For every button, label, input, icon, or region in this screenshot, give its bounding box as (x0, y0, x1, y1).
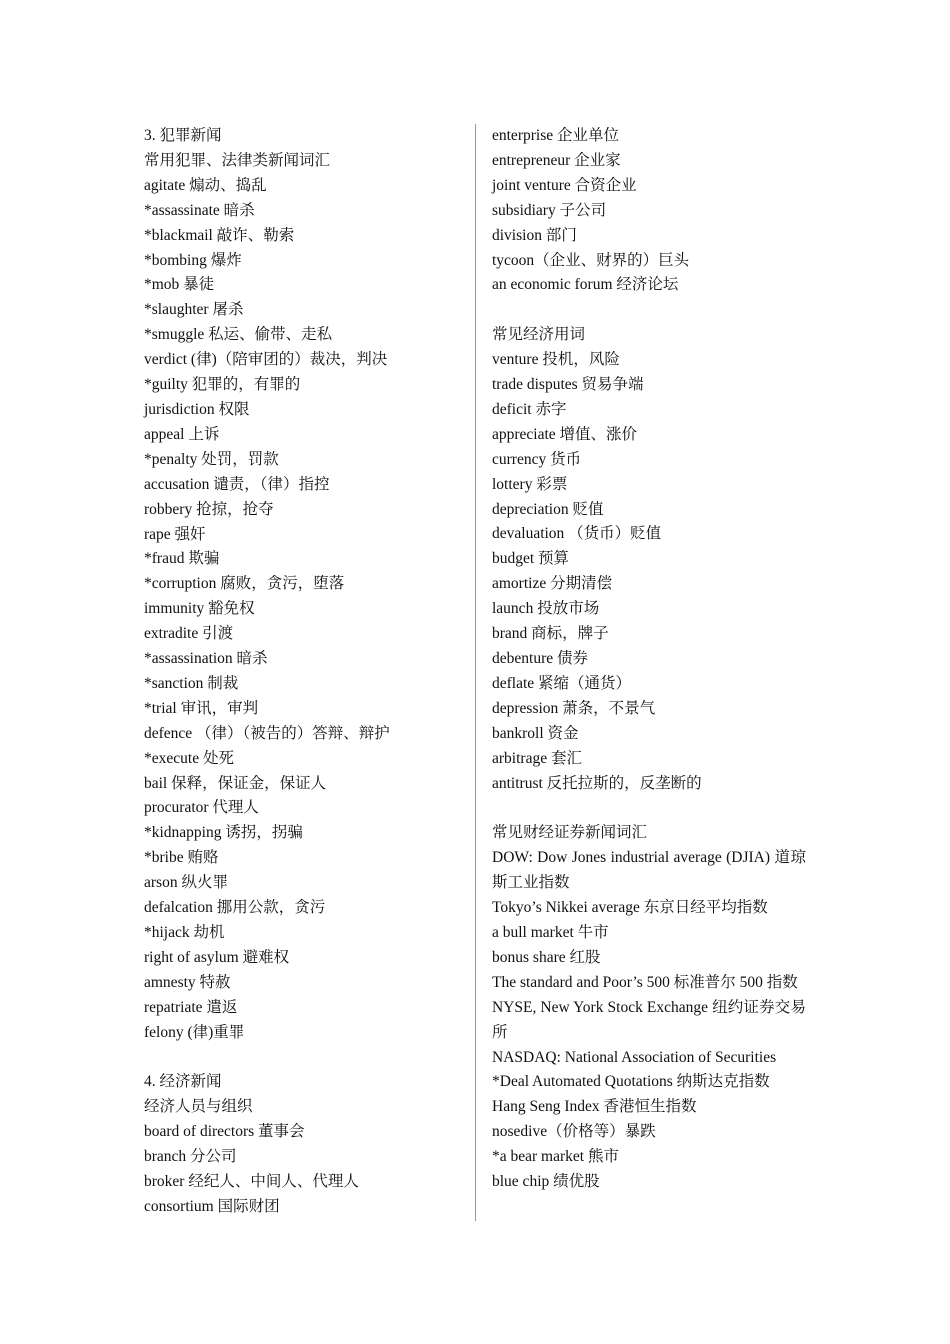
vocab-line: 常见财经证券新闻词汇 (492, 824, 648, 842)
vocab-line: *slaughter 屠杀 (144, 301, 244, 319)
vocab-line: deflate 紧缩（通货） (492, 674, 632, 692)
vocab-line: NYSE, New York Stock Exchange 纽约证券交易所 (492, 998, 806, 1041)
vocab-line: verdict (律)（陪审团的）裁决，判决 (144, 351, 388, 369)
vocab-line: *guilty 犯罪的，有罪的 (144, 376, 301, 394)
vocab-line: an economic forum 经济论坛 (492, 276, 679, 294)
vocab-line: accusation 谴责，（律）指控 (144, 475, 330, 493)
vocab-line: depression 萧条，不景气 (492, 699, 656, 717)
vocab-line: blue chip 绩优股 (492, 1173, 600, 1191)
vocab-line: *sanction 制裁 (144, 674, 239, 692)
vocab-line: appeal 上诉 (144, 425, 220, 443)
vocab-line: *fraud 欺骗 (144, 550, 220, 568)
vocab-line: arbitrage 套汇 (492, 749, 582, 767)
blank-line (492, 796, 806, 821)
right-column (492, 124, 806, 1195)
vocab-line: Tokyo’s Nikkei average 东京日经平均指数 (492, 899, 768, 917)
vocab-line: NASDAQ: National Association of Securities (492, 1048, 777, 1066)
vocab-line: amortize 分期清偿 (492, 575, 613, 593)
vocab-line: immunity 豁免权 (144, 600, 255, 618)
vocab-line: nosedive（价格等）暴跌 (492, 1123, 656, 1141)
vocab-line: depreciation 贬值 (492, 500, 604, 518)
vocab-line: *assassination 暗杀 (144, 650, 268, 668)
vocab-line: 经济人员与组织 (144, 1098, 253, 1116)
vocab-line: 常见经济用词 (492, 326, 586, 344)
vocab-line: *bombing 爆炸 (144, 251, 242, 269)
vocab-line: budget 预算 (492, 550, 570, 568)
vocab-line: launch 投放市场 (492, 600, 600, 618)
vocab-line: jurisdiction 权限 (144, 400, 250, 418)
vocab-line: devaluation （货币）贬值 (492, 525, 662, 543)
vocab-line: *Deal Automated Quotations 纳斯达克指数 (492, 1073, 770, 1091)
vocab-line: repatriate 遣返 (144, 998, 238, 1016)
vocab-line: joint venture 合资企业 (492, 176, 637, 194)
vocab-line: procurator 代理人 (144, 799, 259, 817)
vocab-line: tycoon（企业、财界的）巨头 (492, 251, 690, 269)
left-column (144, 124, 454, 1220)
vocab-line: trade disputes 贸易争端 (492, 376, 644, 394)
vocab-line: *blackmail 敲诈、勒索 (144, 226, 295, 244)
vocab-line: antitrust 反托拉斯的，反垄断的 (492, 774, 702, 792)
vocab-line: *bribe 贿赂 (144, 849, 219, 867)
vocab-line: *a bear market 熊市 (492, 1148, 619, 1166)
vocab-line: *corruption 腐败，贪污，堕落 (144, 575, 345, 593)
column-divider (475, 124, 476, 1221)
vocab-line: *hijack 劫机 (144, 924, 225, 941)
vocab-line: amnesty 特赦 (144, 973, 231, 991)
vocab-line: a bull market 牛市 (492, 923, 609, 941)
vocab-line: division 部门 (492, 226, 577, 244)
vocab-line: defence （律）（被告的）答辩、辩护 (144, 724, 390, 742)
vocab-line: lottery 彩票 (492, 475, 568, 493)
vocab-line: currency 货币 (492, 450, 582, 468)
vocab-line: robbery 抢掠，抢夺 (144, 500, 274, 518)
vocab-line: *kidnapping 诱拐，拐骗 (144, 824, 303, 842)
vocab-line: subsidiary 子公司 (492, 201, 607, 219)
vocab-line: *penalty 处罚，罚款 (144, 450, 279, 468)
vocab-line: Hang Seng Index 香港恒生指数 (492, 1098, 697, 1116)
vocab-line: bonus share 红股 (492, 948, 601, 966)
vocab-line: DOW: Dow Jones industrial average (DJIA) 道琼斯工业指数 (492, 849, 806, 892)
vocab-line: *execute 处死 (144, 749, 234, 767)
vocab-line: deficit 赤字 (492, 400, 567, 418)
vocab-line: rape 强奸 (144, 525, 206, 543)
vocab-line: brand 商标，牌子 (492, 625, 609, 643)
vocab-line: agitate 煽动、捣乱 (144, 176, 267, 194)
blank-line (492, 298, 806, 323)
vocab-line: felony (律)重罪 (144, 1023, 245, 1041)
vocab-line: *assassinate 暗杀 (144, 201, 255, 219)
vocab-line: broker 经纪人、中间人、代理人 (144, 1173, 359, 1191)
vocab-line: extradite 引渡 (144, 625, 234, 643)
vocab-line: The standard and Poor’s 500 标准普尔 500 指数 (492, 973, 798, 991)
vocab-line: entrepreneur 企业家 (492, 151, 621, 169)
vocab-line: appreciate 增值、涨价 (492, 425, 638, 443)
vocab-line: *mob 暴徒 (144, 276, 215, 294)
vocab-line: debenture 债券 (492, 650, 588, 668)
vocab-line: *smuggle 私运、偷带、走私 (144, 326, 333, 344)
vocab-line: arson 纵火罪 (144, 874, 228, 892)
vocab-line: defalcation 挪用公款，贪污 (144, 899, 326, 917)
vocab-line: branch 分公司 (144, 1148, 237, 1166)
blank-line (144, 1046, 454, 1071)
vocab-line: 常用犯罪、法律类新闻词汇 (144, 151, 331, 169)
vocab-line: enterprise 企业单位 (492, 127, 619, 144)
vocab-line: 3. 犯罪新闻 (144, 127, 222, 144)
vocab-line: *trial 审讯，审判 (144, 699, 259, 717)
vocab-line: bankroll 资金 (492, 724, 579, 742)
vocab-line: consortium 国际财团 (144, 1197, 280, 1215)
vocab-line: venture 投机，风险 (492, 351, 620, 369)
vocab-line: board of directors 董事会 (144, 1123, 305, 1141)
vocab-line: bail 保释，保证金，保证人 (144, 774, 327, 792)
vocab-line: right of asylum 避难权 (144, 948, 290, 966)
vocab-line: 4. 经济新闻 (144, 1073, 222, 1091)
